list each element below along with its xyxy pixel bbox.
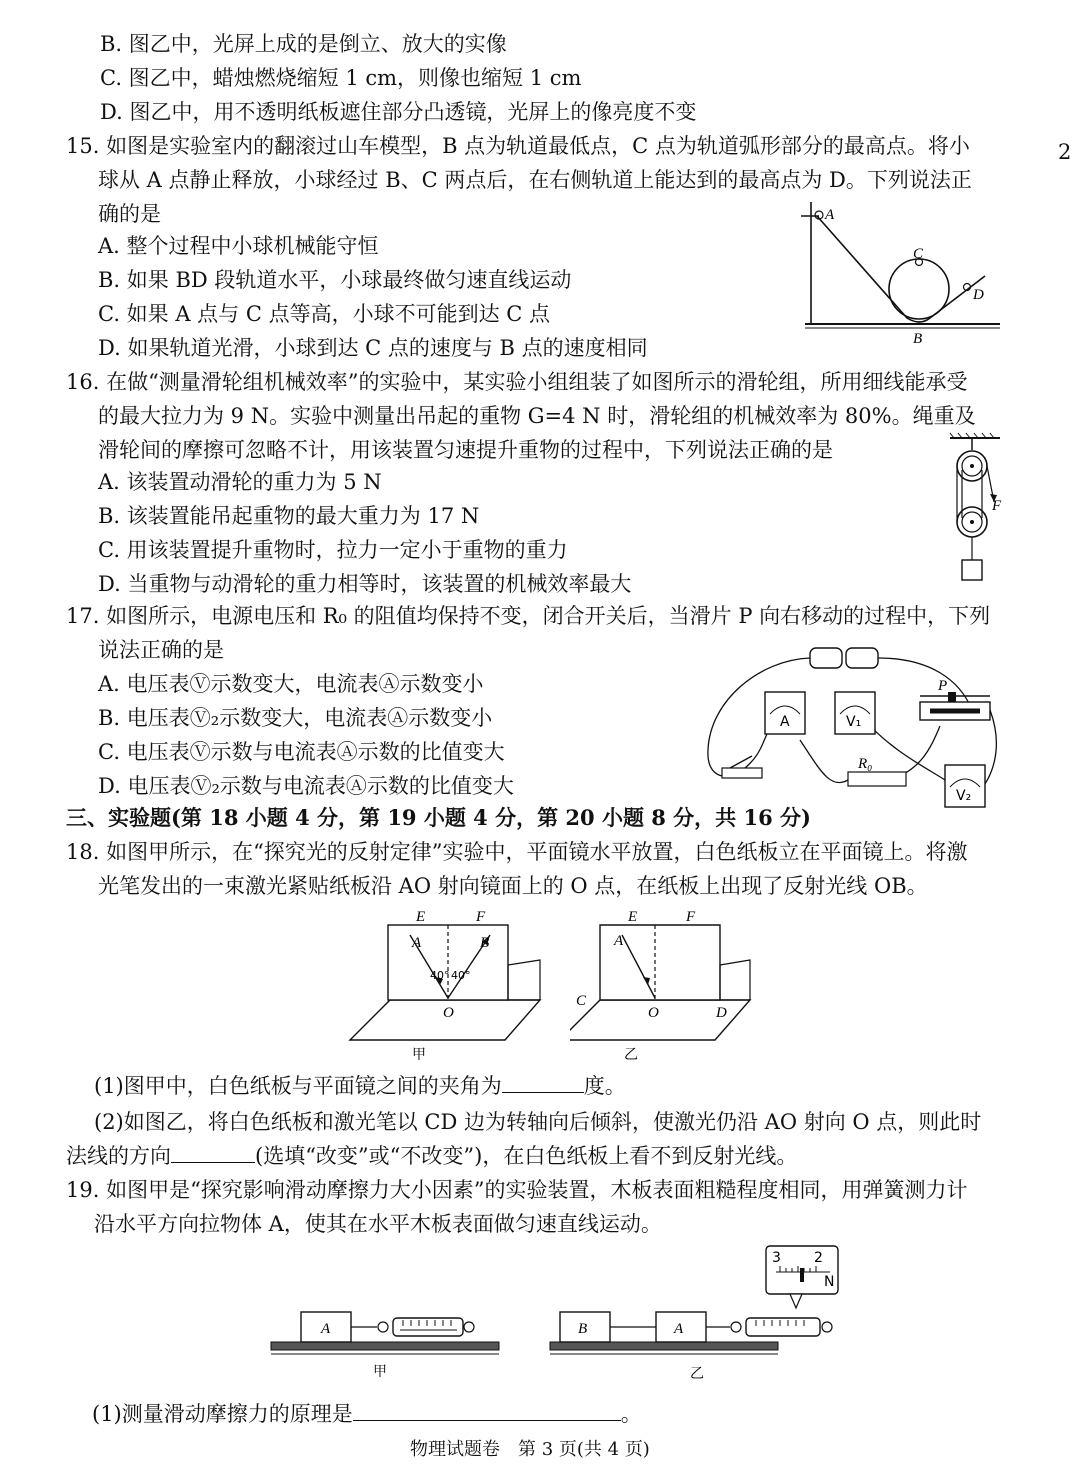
q19-part-1-blank[interactable] [353,1400,621,1421]
q15-fig-label-b: B [913,331,923,346]
q17-fig-label-p: P [938,678,948,694]
q16-option-a: A. 该装置动滑轮的重力为 5 N [98,470,382,494]
q17-option-c: C. 电压表Ⓥ示数与电流表Ⓐ示数的比值变大 [98,740,505,764]
q19-yi-unit: N [824,1274,835,1290]
q19-yi-scale-2: 2 [814,1250,823,1266]
q16-option-d: D. 当重物与动滑轮的重力相等时，该装置的机械效率最大 [98,572,632,596]
q18-jia-angle-2: 40° [451,969,471,982]
q18-yi-label-a: A [614,933,624,949]
q18-part-1-text: (1)图甲中，白色纸板与平面镜之间的夹角为 [94,1074,502,1098]
q16-stem-line-2: 的最大拉力为 9 N。实验中测量出吊起的重物 G=4 N 时，滑轮组的机械效率为 80%。绳重及 [98,404,976,428]
q14-option-d: D. 图乙中，用不透明纸板遮住部分凸透镜，光屏上的像亮度不变 [100,100,697,124]
q19-yi-caption: 乙 [690,1366,704,1382]
q18-jia-caption: 甲 [412,1047,426,1063]
q18-yi-caption: 乙 [624,1047,638,1063]
q18-jia-label-o: O [443,1005,454,1021]
q18-part-2-blank[interactable] [171,1142,255,1163]
q18-part-1 [94,1072,626,1100]
q18-yi-label-f: F [686,909,696,925]
q18-yi-label-e: E [628,909,638,925]
q17-fig-label-v2: V₂ [956,788,972,804]
q18-part-2-line-1: (2)如图乙，将白色纸板和激光笔以 CD 边为转轴向后倾斜，使激光仍沿 AO 射向 O 点，则此时 [94,1110,982,1134]
q18-figure-yi [570,905,780,1063]
q18-yi-label-o: O [648,1005,659,1021]
q17-fig-label-a: A [780,714,790,730]
q17-option-d: D. 电压表Ⓥ₂示数与电流表Ⓐ示数的比值变大 [98,774,514,798]
q17-option-a: A. 电压表Ⓥ示数变大，电流表Ⓐ示数变小 [98,672,484,696]
q18-part-1-blank[interactable] [502,1072,584,1093]
q18-yi-label-c: C [576,993,587,1009]
q18-jia-label-a: A [412,935,422,951]
q19-part-1-end: 。 [620,1402,642,1426]
q16-stem-line-1: 16. 在做“测量滑轮组机械效率”的实验中，某实验小组组装了如图所示的滑轮组，所用细线能承受 [66,370,968,394]
q15-fig-label-a: A [825,207,835,223]
q18-jia-label-e: E [416,909,426,925]
q15-roller-coaster-figure [795,196,1005,346]
q15-stem-line-2: 球从 A 点静止释放，小球经过 B、C 两点后，在右侧轨道上能达到的最高点为 D。下列说法正 [98,168,972,192]
q19-part-1-text: (1)测量滑动摩擦力的原理是 [92,1402,353,1426]
q17-stem-line-2: 说法正确的是 [98,638,224,662]
q19-yi-scale-3: 3 [772,1250,781,1266]
q18-jia-angle-1: 40° [430,969,450,982]
q15-option-a: A. 整个过程中小球机械能守恒 [98,234,379,258]
q19-stem-line-2: 沿水平方向拉物体 A，使其在水平木板表面做匀速直线运动。 [94,1212,662,1236]
q16-fig-label-f: F [992,498,1002,514]
q18-stem-line-1: 18. 如图甲所示，在“探究光的反射定律”实验中，平面镜水平放置，白色纸板立在平面镜上。将激 [66,840,968,864]
q16-option-c: C. 用该装置提升重物时，拉力一定小于重物的重力 [98,538,568,562]
q18-part-1-end: 度。 [583,1074,626,1098]
section-3-heading: 三、实验题(第 18 小题 4 分，第 19 小题 4 分，第 20 小题 8 分，共 16 分) [66,805,811,830]
q17-stem-line-1: 17. 如图所示，电源电压和 R₀ 的阻值均保持不变，闭合开关后，当滑片 P 向右移动的过程中，下列 [66,604,991,628]
q15-fig-label-c: C [913,246,924,262]
q16-pulley-figure [938,430,1008,590]
q15-option-c: C. 如果 A 点与 C 点等高，小球不可能到达 C 点 [98,302,551,326]
margin-mark: 2 [1058,140,1072,164]
q18-part-2-line-2 [66,1142,797,1170]
q19-stem-line-1: 19. 如图甲是“探究影响滑动摩擦力大小因素”的实验装置，木板表面粗糙程度相同，用弹簧测力计 [66,1178,968,1202]
q18-jia-label-b: B [480,935,490,951]
q17-fig-label-v1: V₁ [846,714,862,730]
q18-part-2-text: 法线的方向 [66,1144,171,1168]
q17-circuit-figure [700,640,1010,810]
q16-stem-line-3: 滑轮间的摩擦可忽略不计，用该装置匀速提升重物的过程中，下列说法正确的是 [98,438,833,462]
q14-option-c: C. 图乙中，蜡烛燃烧缩短 1 cm，则像也缩短 1 cm [100,66,582,90]
q18-yi-label-d: D [716,1005,727,1021]
q17-option-b: B. 电压表Ⓥ₂示数变大，电流表Ⓐ示数变小 [98,706,493,730]
q18-stem-line-2: 光笔发出的一束激光紧贴纸板沿 AO 射向镜面上的 O 点，在纸板上出现了反射光线 OB。 [98,874,928,898]
q15-option-d: D. 如果轨道光滑，小球到达 C 点的速度与 B 点的速度相同 [98,336,648,360]
q19-jia-label-a: A [321,1321,331,1337]
q17-fig-label-r0: R₀ [858,756,873,772]
q18-part-2-end: (选填“改变”或“不改变”)，在白色纸板上看不到反射光线。 [255,1144,798,1168]
q19-jia-caption: 甲 [373,1364,387,1380]
q14-option-b: B. 图乙中，光屏上成的是倒立、放大的实像 [100,32,507,56]
q18-jia-label-f: F [476,909,486,925]
q15-option-b: B. 如果 BD 段轨道水平，小球最终做匀速直线运动 [98,268,572,292]
q15-stem-line-3: 确的是 [98,202,161,226]
q19-yi-label-a: A [674,1321,684,1337]
q18-figure-jia [340,905,550,1063]
q16-option-b: B. 该装置能吊起重物的最大重力为 17 N [98,504,480,528]
q19-yi-label-b: B [578,1321,588,1337]
q19-figure-yi [540,1240,840,1390]
q19-figure-jia [265,1290,505,1390]
q15-fig-label-d: D [973,287,984,303]
q15-stem-line-1: 15. 如图是实验室内的翻滚过山车模型，B 点为轨道最低点，C 点为轨道弧形部分的最高点。将小 [66,134,970,158]
q19-part-1 [92,1400,642,1428]
page-footer: 物理试题卷 第 3 页(共 4 页) [410,1439,650,1460]
